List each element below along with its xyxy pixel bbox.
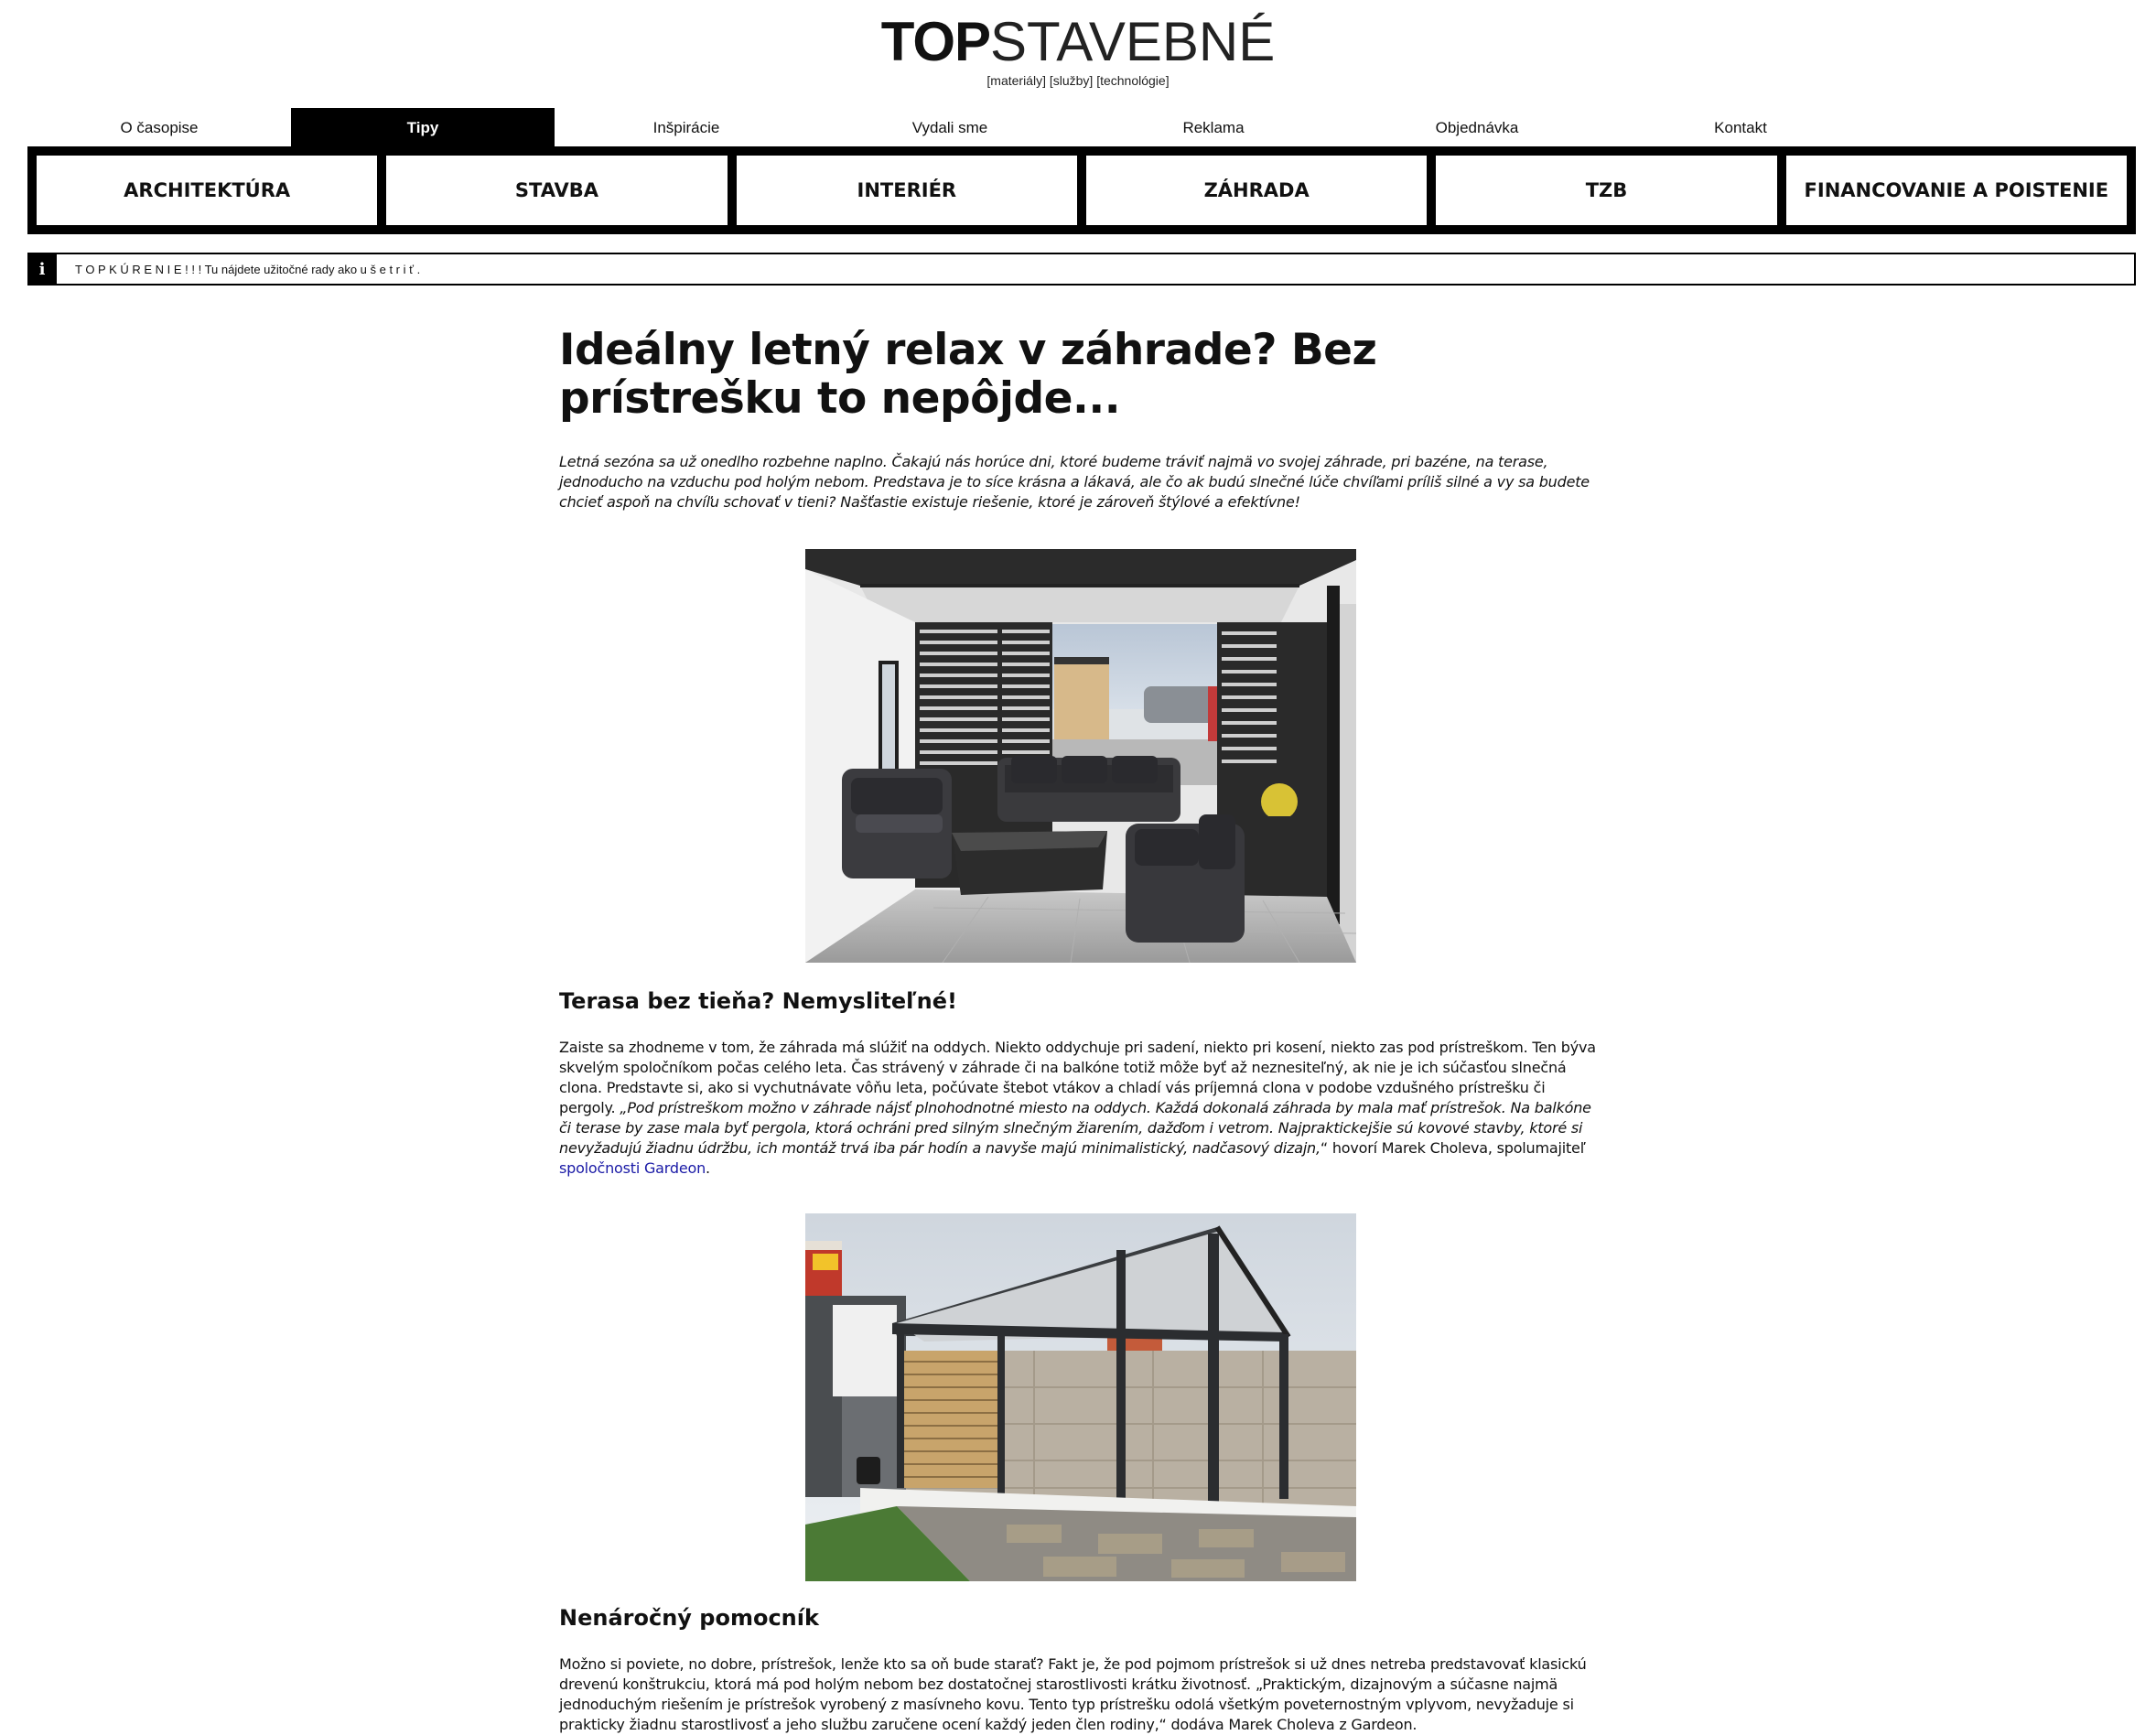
category-bar — [27, 146, 2136, 234]
site-header — [0, 13, 2156, 88]
article-image-pergola-lounge — [805, 549, 1356, 963]
nav-item-o-casopise[interactable]: O časopise — [120, 119, 199, 136]
section-text-1-after: “ hovorí Marek Choleva, spolumajiteľ — [1320, 1139, 1586, 1157]
section-text-1-quote: „Pod prístreškom možno v záhrade nájsť plnohodnotné miesto na oddych. Každá dokonalá záhrada by mala mať prístrešok. Na balkóne či terase by zase mala byť pergola, ktorá ochráni pred silným slnečným žiarením, dažďom i vetrom. Najpraktickejšie sú kovové stavby, ktoré si nevyžadujú žiadnu údržbu, ich montáž trvá iba pár hodín a navyše majú minimalistický, nadčasový dizajn, — [559, 1099, 1591, 1157]
article-lead: Letná sezóna sa už onedlho rozbehne naplno. Čakajú nás horúce dni, ktoré budeme tráviť najmä vo svojej záhrade, pri bazéne, na terase, jednoducho na vzduchu pod holým nebom. Predstava je to síce krásna a lákavá, ale čo ak budú slnečné lúče chvíľami príliš silné a vy sa budete chcieť aspoň na chvíľu schovať v tieni? Našťastie existuje riešenie, ktoré je zároveň štýlové a efektívne! — [559, 453, 1590, 511]
nav-item-inspiracie[interactable]: Inšpirácie — [652, 119, 720, 136]
section-text-1-plain: Zaiste sa zhodneme v tom, že záhrada má slúžiť na oddych. Niekto oddychuje pri sadení, niekto pri kosení, niekto zas pod prístreškom. Ten býva skvelým spoločníkom počas celého leta. Čas strávený v záhrade či na balkóne totiž môže byť až neznesiteľný, ak nie je ich súčasťou slnečná clona. Predstavte si, ako si vychutnávate vôňu leta, počúvate štebot vtákov a chladí vás príjemná clona v podobe vzdušného prístrešku či pergoly. — [559, 1039, 1596, 1116]
gardeon-link[interactable]: spoločnosti Gardeon — [559, 1159, 706, 1177]
site-tagline: [materiály] [služby] [technológie] — [986, 73, 1170, 88]
section-heading-2: Nenáročný pomocník — [559, 1605, 819, 1631]
top-nav — [27, 108, 2136, 148]
logo-part-stavebne: STAVEBNÉ — [990, 11, 1276, 72]
category-financovanie[interactable]: FINANCOVANIE A POISTENIE — [1786, 156, 2127, 225]
article-title: Ideálny letný relax v záhrade? Bez prístrešku to nepôjde... — [559, 325, 1377, 424]
section-text-1 — [559, 1038, 1602, 1179]
section-text-1-end: . — [706, 1159, 710, 1177]
nav-item-kontakt[interactable]: Kontakt — [1714, 119, 1767, 136]
article-image-metal-shelter — [805, 1213, 1356, 1581]
category-stavba[interactable]: STAVBA — [386, 156, 727, 225]
notice-text[interactable]: T O P K Ú R E N I E ! ! ! Tu nájdete užitočné rady ako u š e t r i ť . — [75, 262, 421, 276]
info-icon: i — [27, 253, 57, 286]
category-zahrada[interactable]: ZÁHRADA — [1086, 156, 1427, 225]
category-interier[interactable]: INTERIÉR — [737, 156, 1077, 225]
nav-item-reklama[interactable]: Reklama — [1182, 119, 1245, 136]
site-logo[interactable] — [881, 13, 1275, 71]
section-text-2: Možno si poviete, no dobre, prístrešok, lenže kto sa oň bude starať? Fakt je, že pod pojmom prístrešok si už dnes netreba predstavovať klasickú drevenú konštrukciu, ktorá má pod holým nebom bez dostatočnej starostlivosti krátku životnosť. „Praktickým, dizajnovým a súčasne najmä jednoduchým riešením je prístrešok vyrobený z masívneho kovu. Tento typ prístrešku odolá všetkým poveternostným vplyvom, nevyžaduje si prakticky žiadnu starostlivosť a jeho službu zaručene ocení každý jeden člen rodiny,“ dodáva Marek Choleva z Gardeon. — [559, 1655, 1587, 1733]
nav-item-tipy[interactable]: Tipy — [291, 108, 555, 148]
category-tzb[interactable]: TZB — [1436, 156, 1776, 225]
section-heading-1: Terasa bez tieňa? Nemysliteľné! — [559, 988, 957, 1014]
logo-part-top: TOP — [880, 11, 991, 72]
nav-item-objednavka[interactable]: Objednávka — [1435, 119, 1519, 136]
notice-bar[interactable] — [27, 253, 2136, 286]
category-architektura[interactable]: ARCHITEKTÚRA — [37, 156, 377, 225]
article — [559, 326, 1602, 1735]
nav-item-vydali-sme[interactable]: Vydali sme — [911, 119, 988, 136]
